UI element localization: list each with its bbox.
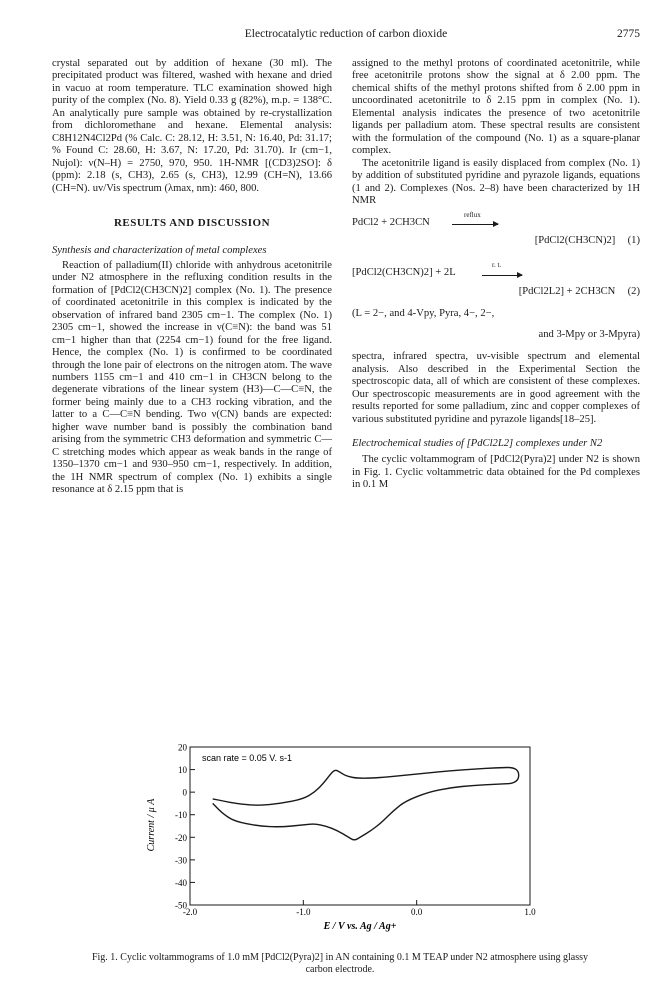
eq2-number: (2) bbox=[627, 285, 640, 297]
reaction-arrow-1 bbox=[452, 224, 498, 225]
x-axis-ticks bbox=[183, 900, 536, 917]
characterization-paragraph: spectra, infrared spectra, uv-visible spectrum and elemental analysis. Also described in the Experimental Section the spectroscopic data, all of which are consistent of these complexes. Our spectroscopic measurements are in good agreement with the results reported for some palladium, zinc and copper complexes of various substituted pyridine and pyrazole ligands[18–25]. bbox=[352, 351, 640, 425]
eq1-products: [PdCl2(CH3CN)2] bbox=[534, 235, 616, 247]
x-tick-label: -1.0 bbox=[296, 907, 311, 917]
x-axis-label: E / V vs. Ag / Ag+ bbox=[323, 921, 397, 932]
synthesis-paragraph: Reaction of palladium(II) chloride with anhydrous acetonitrile under N2 atmosphere in the refluxing condition results in the formation of [PdCl2(CH3CN)2] complex (No. 1). The presence of coordinated acetonitrile in this complex is indicated by the observation of infrared band 2305 cm−1. The complex (No. 1) 2305 cm−1, showed the increase in ν(C≡N): the band was 51 cm−1 higher than that (2254 cm−1) found for the free ligand. Hence, the complex (No. 1) is confirmed to be coordinated through the lone pair of electrons on the nitrogen atom. The wave numbers 1155 cm−1 and 410 cm−1 in CH3CN belong to the degenerate vibrations of the linear system (H3)—C—C≡N, the former being mainly due to a CH3 rocking vibration, and the latter to a C—C≡N bending. Two ν(CN) bands are expected: higher wave number band is possibly the combination band arising from the symmetric CH3 deformation and symmetric C—C stretching modes which appear as weak bands in the range of 1350–1370 cm−1 and 930–950 cm−1, respectively. In addition, the 1H NMR spectrum of complex (No. 1) exhibits a single resonance at δ 2.15 ppm that is bbox=[52, 259, 332, 496]
cv-paragraph: The cyclic voltammogram of [PdCl2(Pyra)2] under N2 is shown in Fig. 1. Cyclic voltammetric data obtained for the Pd complexes in 0.1 M bbox=[352, 454, 640, 491]
caption-label: Fig. 1. bbox=[91, 952, 118, 963]
plot-frame bbox=[190, 747, 530, 905]
scan-rate-annotation: scan rate = 0.05 V. s-1 bbox=[202, 753, 292, 763]
figure-caption bbox=[90, 952, 590, 976]
electrochem-subheading: Electrochemical studies of [PdCl2L2] complexes under N2 bbox=[352, 437, 603, 449]
running-title: Electrocatalytic reduction of carbon dioxide bbox=[244, 28, 448, 40]
y-axis-label: Current / μ A bbox=[146, 798, 157, 852]
y-tick-label: -20 bbox=[175, 832, 187, 843]
ligand-list-line-1: (L = 2−, and 4-Vpy, Pyra, 4−, 2−, bbox=[352, 308, 495, 320]
ligand-paragraph: The acetonitrile ligand is easily displaced from complex (No. 1) by addition of substituted pyridine and pyrazole ligands, equations (1 and 2). Complexes (Nos. 2–8) have been characterized by 1H NMR bbox=[352, 157, 640, 206]
eq1-reactants: PdCl2 + 2CH3CN bbox=[352, 216, 430, 228]
equation-1-lhs bbox=[352, 207, 640, 233]
eq2-reactants: [PdCl2(CH3CN)2] + 2L bbox=[352, 267, 456, 279]
caption-text: Cyclic voltammograms of 1.0 mM [PdCl2(Pyra)2] in AN containing 0.1 M TEAP under N2 atmosphere using glassy carbon electrode. bbox=[120, 952, 589, 975]
subsection-heading: Synthesis and characterization of metal complexes bbox=[52, 245, 267, 257]
left-column bbox=[52, 58, 332, 497]
y-tick-label: 20 bbox=[178, 742, 187, 753]
equation-2-rhs bbox=[352, 286, 640, 298]
x-tick-label: 1.0 bbox=[524, 907, 536, 917]
y-tick-label: -50 bbox=[175, 900, 187, 911]
section-heading: RESULTS AND DISCUSSION bbox=[113, 216, 271, 229]
eq1-condition: reflux bbox=[464, 210, 481, 219]
equation-2-lhs bbox=[352, 258, 640, 284]
y-tick-label: -30 bbox=[175, 855, 187, 866]
x-tick-label: -2.0 bbox=[182, 907, 198, 917]
x-tick-label: 0.0 bbox=[411, 907, 423, 917]
y-tick-label: -10 bbox=[175, 810, 187, 821]
experimental-paragraph: crystal separated out by addition of hexane (30 ml). The precipitated product was filtered, washed with hexane and dried in vacuo at room temperature. TLC examination showed high purity of the complex (No. 8). Yield 0.33 g (82%), m.p. = 138°C. An analytically pure sample was obtained by re-crystallization from dichloromethane and hexane. Elemental analysis: C8H12N4Cl2Pd (% Calc. C: 28.12, H: 3.51, N: 16.40, Pd: 31.17; % Found C: 28.60, H: 3.67, N: 17.20, Pd: 31.70). Ir (cm−1, Nujol): ν(N–H) = 2750, 970, 950. 1H-NMR [(CD3)2SO]: δ (ppm): 2.18 (s, CH3), 2.65 (s, CH3), 12.99 (CH=N), 13.66 (CH=N). uv/Vis spectrum (λmax, nm): 460, 800. bbox=[52, 58, 332, 194]
page-number: 2775 bbox=[617, 28, 640, 40]
y-tick-label: 10 bbox=[178, 765, 187, 776]
y-tick-label: -40 bbox=[175, 877, 187, 888]
eq2-condition: r. t. bbox=[492, 261, 502, 270]
right-column bbox=[352, 58, 640, 492]
eq1-number: (1) bbox=[627, 235, 640, 247]
reaction-arrow-2 bbox=[482, 275, 522, 276]
running-header bbox=[52, 28, 640, 44]
ligand-list-line-2: and 3-Mpy or 3-Mpyra) bbox=[538, 328, 640, 340]
cv-curve bbox=[213, 767, 519, 839]
cyclic-voltammogram-figure bbox=[140, 742, 560, 932]
assignment-paragraph: assigned to the methyl protons of coordinated acetonitrile, while free acetonitrile protons show the signal at δ 2.00 ppm. The chemical shifts of the methyl protons shifted from δ 2.00 ppm in uncoordinated acetonitrile to δ 2.15 ppm in complex (No. 1). Elemental analysis indicates the presence of two acetonitrile ligands per palladium atom. These spectral results are consistent with the formulation of the compound (No. 1) as a square-planar complex. bbox=[352, 58, 640, 157]
equation-1-rhs bbox=[352, 235, 640, 247]
y-axis-ticks bbox=[175, 743, 195, 911]
eq2-products: [PdCl2L2] + 2CH3CN bbox=[518, 285, 616, 297]
y-tick-label: 0 bbox=[182, 787, 187, 798]
